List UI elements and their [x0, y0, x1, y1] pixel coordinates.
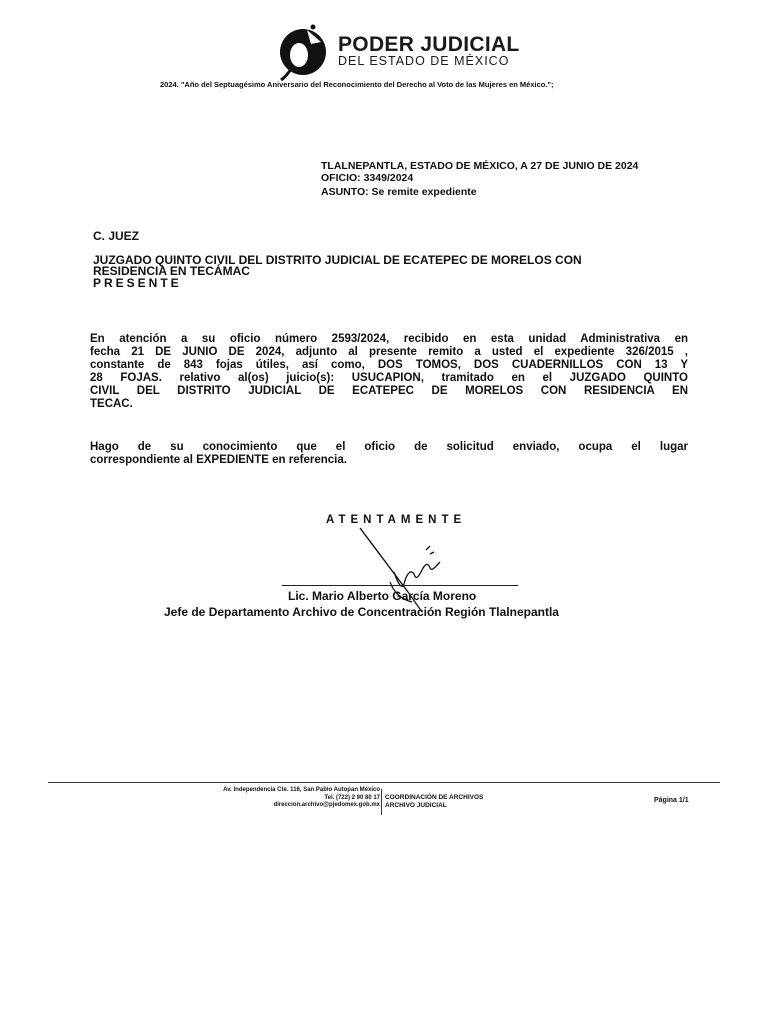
recipient-presente: PRESENTE	[93, 276, 182, 290]
recipient-line-1: C. JUEZ	[93, 229, 140, 243]
year-motto: 2024. "Año del Septuagésimo Aniversario del Reconocimiento del Derecho al Voto de las Mujeres en México.";	[160, 80, 554, 89]
salutation: ATENTAMENTE	[326, 514, 467, 526]
asunto	[321, 186, 477, 198]
body-p1-line: En atención a su oficio número 2593/2024, recibido en esta unidad Administrativa en	[90, 333, 688, 345]
footer-rule	[48, 782, 720, 783]
body-p2-line: Hago de su conocimiento que el oficio de solicitud enviado, ocupa el lugar	[90, 441, 688, 453]
signer-title: Jefe de Departamento Archivo de Concentración Región Tlalnepantla	[164, 605, 559, 619]
footer-coordination	[385, 794, 483, 809]
footer-divider	[381, 789, 382, 815]
footer-address	[160, 787, 380, 810]
signer-name: Lic. Mario Alberto García Moreno	[288, 589, 477, 603]
logo-title: PODER JUDICIAL	[338, 33, 520, 56]
footer-address-line: direccion.archivo@pjedomex.gob.mx	[273, 802, 380, 809]
poder-judicial-logo-icon	[277, 22, 331, 82]
logo-subtitle: DEL ESTADO DE MÉXICO	[338, 54, 510, 68]
body-p1-line: 28 FOJAS. relativo al(os) juicio(s): USUCAPION, tramitado en el JUZGADO QUINTO	[90, 372, 688, 384]
asunto-label: ASUNTO:	[321, 186, 369, 198]
signature-line	[282, 585, 518, 586]
body-p2-line: correspondiente al EXPEDIENTE en referencia.	[90, 454, 347, 466]
recipient-line-2: JUZGADO QUINTO CIVIL DEL DISTRITO JUDICIAL DE ECATEPEC DE MORELOS CON	[93, 253, 582, 267]
body-p1-line: constante de 843 fojas útiles, así como, DOS TOMOS, DOS CUADERNILLOS CON 13 Y	[90, 359, 688, 371]
oficio-number: OFICIO: 3349/2024	[321, 172, 414, 184]
body-p1-line: CIVIL DEL DISTRITO JUDICIAL DE ECATEPEC DE MORELOS CON RESIDENCIA EN	[90, 385, 688, 397]
footer-coordination-line: COORDINACIÓN DE ARCHIVOS	[385, 794, 484, 801]
asunto-value: Se remite expediente	[368, 186, 477, 198]
footer-address-line: Tel. (722) 2 90 80 17	[324, 794, 380, 801]
footer-address-line: Av. Independencia Cte. 116, San Pablo Autopan México	[223, 787, 380, 793]
recipient-line-3: RESIDENCIA EN TECÁMAC	[93, 264, 250, 278]
page-number: Página 1/1	[654, 797, 689, 804]
body-p1-line: TECAC.	[90, 398, 133, 410]
footer-coordination-line: ARCHIVO JUDICIAL	[385, 801, 447, 809]
place-date: TLALNEPANTLA, ESTADO DE MÉXICO, A 27 DE JUNIO DE 2024	[321, 160, 639, 172]
body-p1-line: fecha 21 DE JUNIO DE 2024, adjunto al presente remito a usted el expediente 326/2015 ,	[90, 346, 688, 358]
